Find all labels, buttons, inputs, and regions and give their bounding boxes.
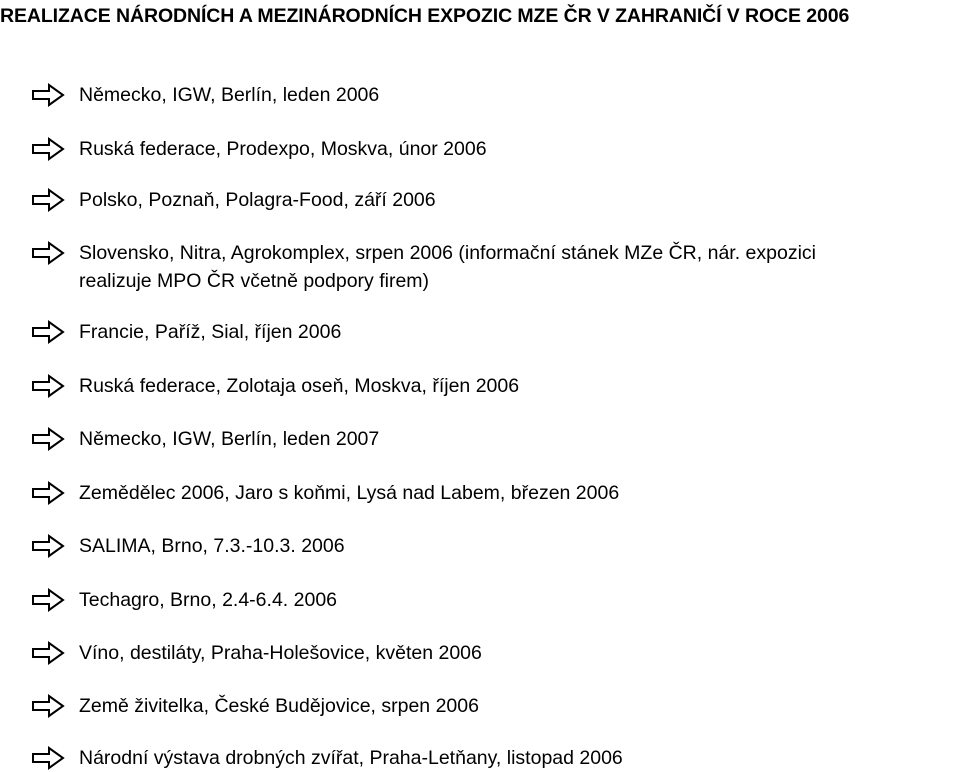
hollow-right-arrow-icon <box>32 83 66 107</box>
list-item-text: Víno, destiláty, Praha-Holešovice, květen 2006 <box>79 642 482 664</box>
hollow-right-arrow-icon <box>32 137 66 161</box>
list-item-text: Polsko, Poznaň, Polagra-Food, září 2006 <box>79 189 436 211</box>
list-item-text: Německo, IGW, Berlín, leden 2006 <box>79 84 380 106</box>
list-item-text: Ruská federace, Prodexpo, Moskva, únor 2006 <box>79 138 487 160</box>
list-item-text: Země živitelka, České Budějovice, srpen 2006 <box>79 695 479 717</box>
list-item-text <box>79 239 949 295</box>
list-item-text: Francie, Paříž, Sial, říjen 2006 <box>79 321 342 343</box>
hollow-right-arrow-icon <box>32 534 66 558</box>
list-item-text: Zemědělec 2006, Jaro s koňmi, Lysá nad Labem, březen 2006 <box>79 482 620 504</box>
list-item-text: SALIMA, Brno, 7.3.-10.3. 2006 <box>79 535 345 557</box>
list-item-line: realizuje MPO ČR včetně podpory firem) <box>79 270 430 292</box>
hollow-right-arrow-icon <box>32 641 66 665</box>
list-item-text: Národní výstava drobných zvířat, Praha-Letňany, listopad 2006 <box>79 747 623 769</box>
page-title: REALIZACE NÁRODNÍCH A MEZINÁRODNÍCH EXPOZIC MZE ČR V ZAHRANIČÍ V ROCE 2006 <box>0 5 850 27</box>
hollow-right-arrow-icon <box>32 694 66 718</box>
hollow-right-arrow-icon <box>32 320 66 344</box>
hollow-right-arrow-icon <box>32 374 66 398</box>
hollow-right-arrow-icon <box>32 588 66 612</box>
list-item-text: Ruská federace, Zolotaja oseň, Moskva, říjen 2006 <box>79 375 520 397</box>
hollow-right-arrow-icon <box>32 481 66 505</box>
list-item-line: Slovensko, Nitra, Agrokomplex, srpen 2006 (informační stánek MZe ČR, nár. expozici <box>79 242 816 264</box>
hollow-right-arrow-icon <box>32 188 66 212</box>
hollow-right-arrow-icon <box>32 241 66 265</box>
list-item-text: Techagro, Brno, 2.4-6.4. 2006 <box>79 589 338 611</box>
list-item-text: Německo, IGW, Berlín, leden 2007 <box>79 428 380 450</box>
hollow-right-arrow-icon <box>32 427 66 451</box>
hollow-right-arrow-icon <box>32 746 66 770</box>
